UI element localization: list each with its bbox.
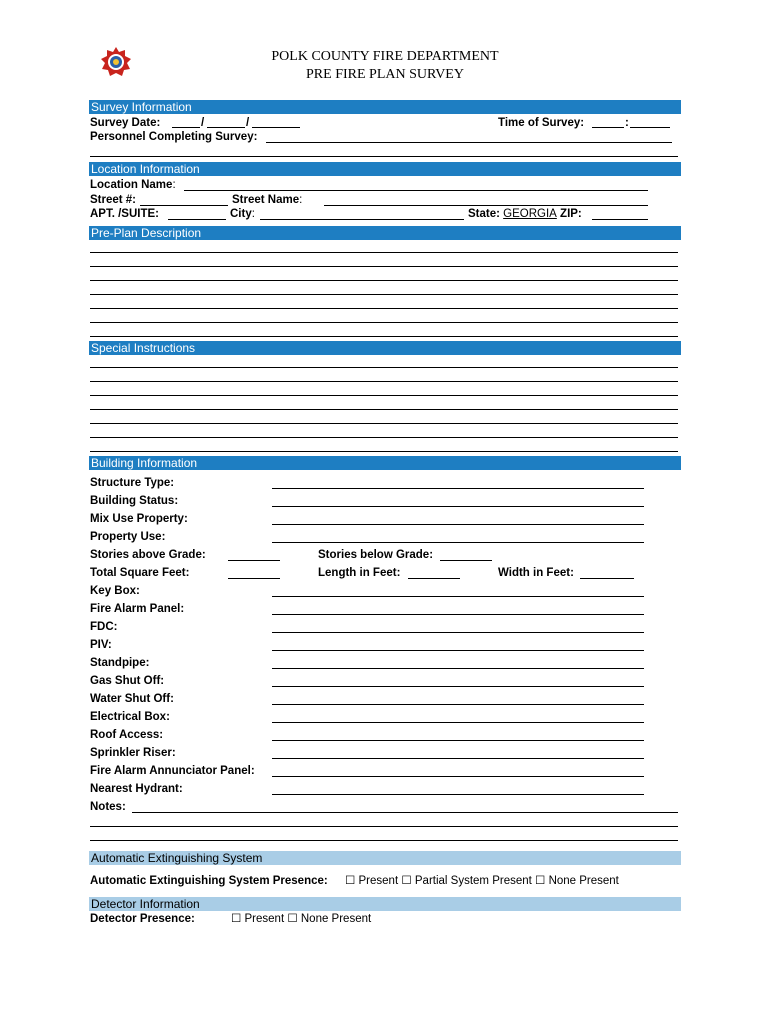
section-header-detector: Detector Information: [89, 897, 681, 911]
time-minute-field[interactable]: [630, 127, 670, 128]
state-label: State:: [468, 208, 500, 220]
structure-type-field[interactable]: [272, 488, 644, 489]
piv-label: PIV:: [90, 639, 112, 651]
zip-field[interactable]: [592, 219, 648, 220]
annunciator-label: Fire Alarm Annunciator Panel:: [90, 765, 255, 777]
detector-none-label: None Present: [300, 913, 372, 925]
personnel-field[interactable]: [266, 142, 672, 143]
survey-date-day-field[interactable]: [207, 127, 245, 128]
preplan-line[interactable]: [90, 336, 678, 337]
extinguishing-present-checkbox[interactable]: ☐: [345, 875, 356, 887]
gas-shutoff-field[interactable]: [272, 686, 644, 687]
section-header-preplan: Pre-Plan Description: [89, 226, 681, 240]
stories-above-field[interactable]: [228, 560, 280, 561]
gas-shutoff-label: Gas Shut Off:: [90, 675, 165, 687]
city-field[interactable]: [260, 219, 464, 220]
stories-below-field[interactable]: [440, 560, 492, 561]
city-label: City: [230, 208, 252, 220]
street-number-field[interactable]: [140, 205, 228, 206]
street-name-label: Street Name: [232, 194, 300, 206]
section-header-location: Location Information: [89, 162, 681, 176]
detector-present-checkbox[interactable]: ☐: [231, 913, 242, 925]
total-sqft-field[interactable]: [228, 578, 280, 579]
key-box-field[interactable]: [272, 596, 644, 597]
section-header-building: Building Information: [89, 456, 681, 470]
form-page: POLK COUNTY FIRE DEPARTMENT PRE FIRE PLAN SURVEY Survey Information Survey Date: / / Time of Survey: : Personnel Completing Survey: Location Information Location Name: Street #: Street Name: APT. /SUITE: City: State: GEORGIA ZIP: Pre-Plan Description Special Instructions Building Information Structure Type: Building Status: Mix Use Property: Property Use: Stories above Grade: Stories below Grade: Total Square Feet: Length in Feet: Width in Feet: Key Box: Fire Alarm Panel: FDC: PIV: Standpipe: Gas Shut Off: Water Shut Off: Electrical Box: Roof Access: Sprinkler Riser: Fire Alarm Annunciator Panel: Nearest Hydrant: Notes: Automatic Extinguishing System Automatic Extinguishing System Presence: ☐ Present ☐ Partial System Present ☐ None Present Detector Information Detector Presence: ☐ Present ☐ None Present: [0, 0, 770, 1024]
key-box-label: Key Box:: [90, 585, 140, 597]
survey-date-month-field[interactable]: [172, 127, 200, 128]
section-header-special: Special Instructions: [89, 341, 681, 355]
detector-none-checkbox[interactable]: ☐: [287, 913, 298, 925]
extinguishing-partial-checkbox[interactable]: ☐: [401, 875, 412, 887]
extinguishing-presence-label: Automatic Extinguishing System Presence:: [90, 875, 328, 887]
form-title: PRE FIRE PLAN SURVEY: [306, 67, 464, 82]
electrical-box-field[interactable]: [272, 722, 644, 723]
extinguishing-none-checkbox[interactable]: ☐: [535, 875, 546, 887]
building-status-field[interactable]: [272, 506, 644, 507]
sprinkler-riser-field[interactable]: [272, 758, 644, 759]
length-field[interactable]: [408, 578, 460, 579]
nearest-hydrant-field[interactable]: [272, 794, 644, 795]
stories-below-label: Stories below Grade:: [318, 549, 434, 561]
length-label: Length in Feet:: [318, 567, 401, 579]
special-line[interactable]: [90, 451, 678, 452]
section-header-extinguishing: Automatic Extinguishing System: [89, 851, 681, 865]
structure-type-label: Structure Type:: [90, 477, 175, 489]
preplan-line[interactable]: [90, 322, 678, 323]
extinguishing-partial-label: Partial System Present: [414, 875, 532, 887]
detector-presence-label: Detector Presence:: [90, 913, 195, 925]
personnel-label: Personnel Completing Survey:: [90, 131, 258, 143]
zip-label: ZIP:: [560, 208, 582, 220]
apt-suite-label: APT. /SUITE:: [90, 208, 160, 220]
standpipe-field[interactable]: [272, 668, 644, 669]
width-label: Width in Feet:: [498, 567, 574, 579]
preplan-line[interactable]: [90, 294, 678, 295]
stories-above-label: Stories above Grade:: [90, 549, 206, 561]
roof-access-label: Roof Access:: [90, 729, 164, 741]
mix-use-label: Mix Use Property:: [90, 513, 188, 525]
special-line[interactable]: [90, 381, 678, 382]
preplan-line[interactable]: [90, 252, 678, 253]
notes-line[interactable]: [90, 840, 678, 841]
standpipe-label: Standpipe:: [90, 657, 150, 669]
annunciator-field[interactable]: [272, 776, 644, 777]
mix-use-field[interactable]: [272, 524, 644, 525]
electrical-box-label: Electrical Box:: [90, 711, 170, 723]
property-use-field[interactable]: [272, 542, 644, 543]
total-sqft-label: Total Square Feet:: [90, 567, 190, 579]
special-line[interactable]: [90, 409, 678, 410]
fire-alarm-panel-label: Fire Alarm Panel:: [90, 603, 185, 615]
apt-suite-field[interactable]: [168, 219, 226, 220]
width-field[interactable]: [580, 578, 634, 579]
preplan-line[interactable]: [90, 280, 678, 281]
building-status-label: Building Status:: [90, 495, 179, 507]
detector-present-label: Present: [244, 913, 285, 925]
special-line[interactable]: [90, 367, 678, 368]
location-name-field[interactable]: [184, 190, 648, 191]
department-title: POLK COUNTY FIRE DEPARTMENT: [271, 49, 499, 64]
notes-line[interactable]: [90, 826, 678, 827]
special-line[interactable]: [90, 423, 678, 424]
preplan-line[interactable]: [90, 308, 678, 309]
special-line[interactable]: [90, 395, 678, 396]
time-hour-field[interactable]: [592, 127, 624, 128]
fdc-field[interactable]: [272, 632, 644, 633]
section-header-survey: Survey Information: [89, 100, 681, 114]
nearest-hydrant-label: Nearest Hydrant:: [90, 783, 183, 795]
personnel-field-line-2[interactable]: [90, 156, 678, 157]
survey-date-year-field[interactable]: [252, 127, 300, 128]
extinguishing-present-label: Present: [358, 875, 399, 887]
notes-label: Notes:: [90, 801, 126, 813]
location-name-label: Location Name: [90, 179, 173, 191]
water-shutoff-field[interactable]: [272, 704, 644, 705]
water-shutoff-label: Water Shut Off:: [90, 693, 174, 705]
street-number-label: Street #:: [90, 194, 137, 206]
piv-field[interactable]: [272, 650, 644, 651]
special-line[interactable]: [90, 437, 678, 438]
preplan-line[interactable]: [90, 266, 678, 267]
state-value[interactable]: GEORGIA: [503, 208, 557, 220]
survey-date-label: Survey Date:: [90, 117, 161, 129]
fire-alarm-panel-field[interactable]: [272, 614, 644, 615]
extinguishing-none-label: None Present: [548, 875, 619, 887]
fdc-label: FDC:: [90, 621, 118, 633]
time-of-survey-label: Time of Survey:: [498, 117, 585, 129]
sprinkler-riser-label: Sprinkler Riser:: [90, 747, 176, 759]
roof-access-field[interactable]: [272, 740, 644, 741]
street-name-field[interactable]: [324, 205, 648, 206]
notes-field[interactable]: [132, 812, 678, 813]
property-use-label: Property Use:: [90, 531, 166, 543]
